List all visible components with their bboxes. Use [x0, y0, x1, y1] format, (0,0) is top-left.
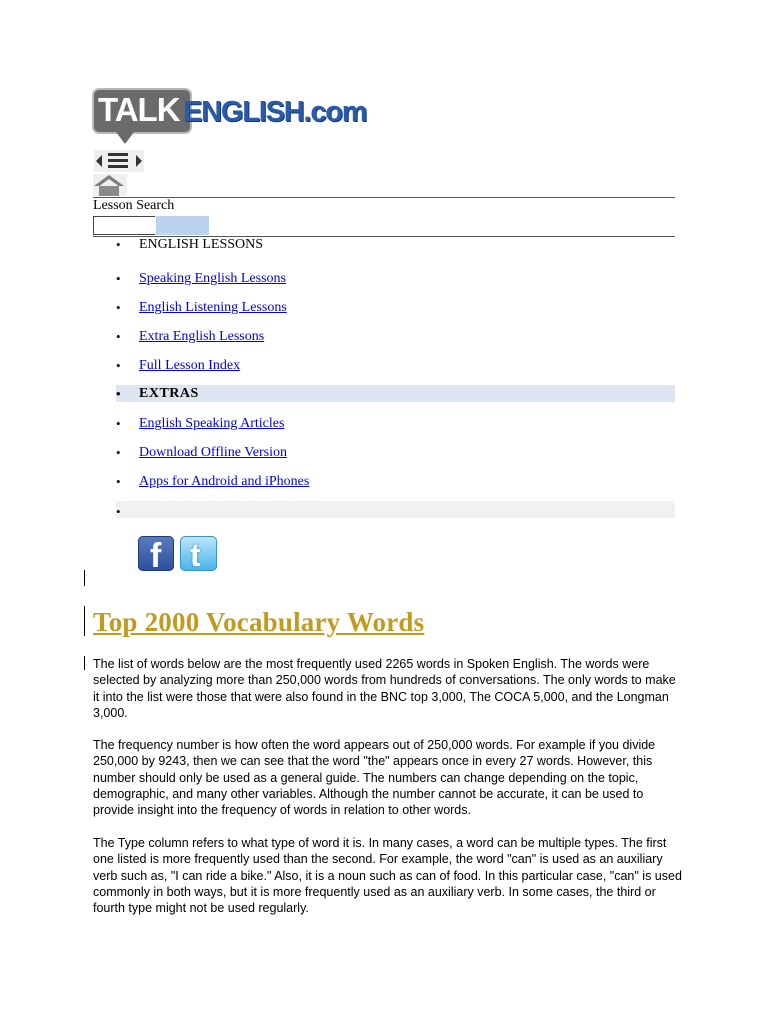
- facebook-glyph: f: [150, 537, 162, 575]
- frequency-paragraph: The frequency number is how often the word appears out of 250,000 words. For example if you divide 250,000 by 9243, then we can see that the word "the" appears once in every 27 words. However, this number should only be used as a general guide. The numbers can change depending on the topic, demographic, and many other variables. Although the number cannot be accurate, it can be used to provide insight into the frequency of words in relation to other words.: [93, 738, 656, 818]
- menu-bar: [108, 165, 128, 168]
- page-title[interactable]: Top 2000 Vocabulary Words: [93, 607, 425, 637]
- nav-link[interactable]: Speaking English Lessons: [139, 271, 286, 286]
- logo-bubble-tail: [116, 132, 134, 144]
- home-body: [99, 186, 119, 196]
- menu-bar: [108, 159, 128, 162]
- nav-link[interactable]: Apps for Android and iPhones: [139, 474, 310, 489]
- list-bullet: •: [116, 358, 121, 373]
- nav-link[interactable]: Full Lesson Index: [139, 358, 241, 373]
- logo-text-english-com: ENGLISH.com: [183, 96, 367, 128]
- arrow-right-icon: [136, 155, 142, 167]
- nav-link[interactable]: English Listening Lessons: [139, 300, 287, 315]
- nav-link[interactable]: Extra English Lessons: [139, 329, 265, 344]
- list-bullet: •: [116, 237, 121, 252]
- text-cursor-mark: [84, 656, 85, 670]
- list-bullet: •: [116, 474, 121, 489]
- twitter-icon[interactable]: [180, 536, 217, 571]
- talkenglish-logo[interactable]: [92, 88, 400, 146]
- arrow-left-icon: [96, 155, 102, 167]
- list-bullet: •: [116, 386, 122, 401]
- nav-heading-label: EXTRAS: [139, 386, 199, 401]
- lesson-search-input[interactable]: [93, 216, 155, 235]
- nav-heading-label: ENGLISH LESSONS: [139, 237, 264, 252]
- lesson-search-label: Lesson Search: [93, 198, 175, 213]
- list-bullet: •: [116, 445, 121, 460]
- nav-link[interactable]: English Speaking Articles: [139, 416, 285, 431]
- list-bullet: •: [116, 504, 121, 519]
- nav-link[interactable]: Download Offline Version: [139, 445, 288, 460]
- lesson-search-button[interactable]: [156, 216, 209, 235]
- logo-text-talk: TALK: [98, 91, 180, 128]
- list-bullet: •: [116, 271, 121, 286]
- list-bullet: •: [116, 329, 121, 344]
- nav-item-empty: [116, 501, 675, 518]
- type-column-paragraph: The Type column refers to what type of word it is. In many cases, a word can be multiple types. The first one listed is more frequently used than the second. For example, the word "can" is used as an auxiliary verb such as, "I can ride a bike." Also, it is a noun such as can of food. In this particular case, "can" is used commonly in both ways, but it is more frequently used as an auxiliary verb. In some cases, the third or fourth type might not be used regularly.: [93, 836, 682, 916]
- divider: [93, 197, 675, 198]
- menu-icon[interactable]: [94, 150, 144, 172]
- text-cursor-mark: [84, 570, 85, 586]
- text-cursor-mark: [84, 606, 85, 636]
- twitter-glyph: t: [190, 537, 201, 573]
- list-bullet: •: [116, 416, 121, 431]
- facebook-icon[interactable]: [138, 536, 174, 575]
- menu-bar: [108, 153, 128, 156]
- intro-paragraph: The list of words below are the most frequently used 2265 words in Spoken English. The words were selected by analyzing more than 250,000 words from hundreds of conversations. The only words to make it into the list were those that were also found in the BNC top 3,000, The COCA 5,000, and the Longman 3,000.: [93, 657, 676, 720]
- list-bullet: •: [116, 300, 121, 315]
- nav-heading-extras: [116, 385, 675, 402]
- home-icon[interactable]: [93, 174, 127, 196]
